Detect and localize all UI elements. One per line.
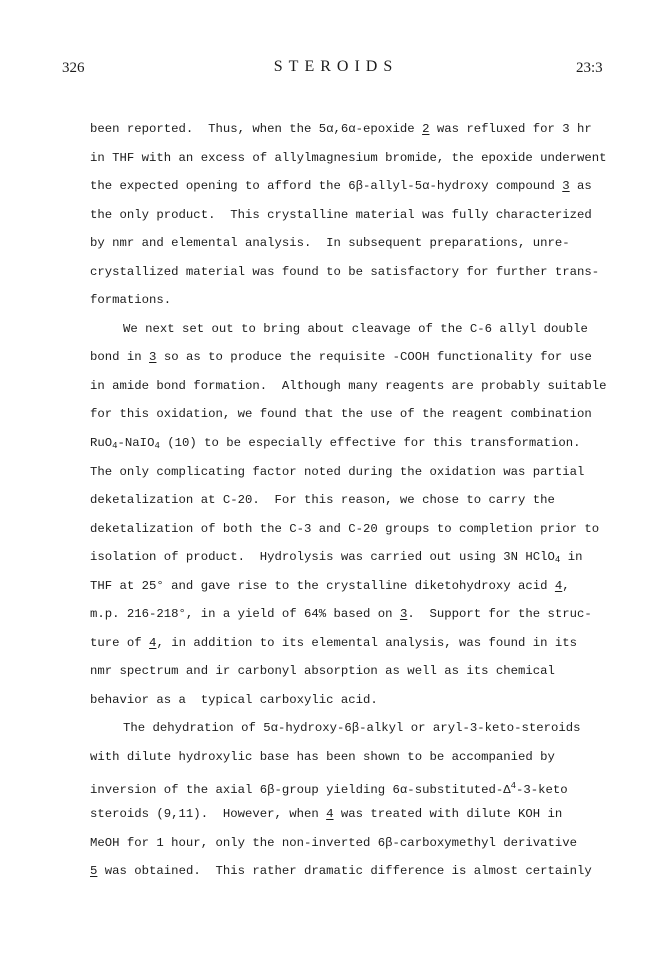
journal-title: STEROIDS [273, 58, 399, 75]
compound-number: 5 [90, 864, 98, 879]
text-line [90, 657, 650, 686]
text-run: was obtained. This rather dramatic difference is almost certainly [97, 864, 592, 879]
text-run: The dehydration of 5α-hydroxy-6β-alkyl or aryl-3-keto-steroids [123, 721, 581, 736]
text-run: bond in [90, 350, 150, 365]
text-run: , in addition to its elemental analysis, was found in its [156, 635, 578, 650]
text-line [90, 229, 650, 258]
text-line [90, 743, 650, 772]
text-line [90, 258, 650, 287]
text-run: was treated with dilute KOH in [333, 807, 563, 822]
text-line [90, 115, 650, 144]
text-run: -NaIO [117, 436, 155, 451]
text-run: isolation of product. Hydrolysis was carried out using 3N HClO [90, 550, 555, 565]
text-run: deketalization at C-20. For this reason, we chose to carry the [90, 493, 555, 508]
compound-number: 4 [554, 578, 563, 593]
text-line [90, 486, 650, 515]
compound-number: 3 [399, 607, 408, 622]
text-run: the only product. This crystalline material was fully characterized [90, 207, 592, 222]
text-run: in amide bond formation. Although many reagents are probably suitable [90, 378, 607, 393]
text-run: steroids (9,11). However, when [90, 807, 327, 822]
compound-number: 3 [149, 350, 157, 365]
text-run: in [560, 550, 583, 565]
text-line [90, 686, 650, 715]
text-line [90, 429, 650, 458]
text-line [90, 144, 650, 173]
text-line [90, 857, 650, 886]
text-run: . Support for the struc- [407, 607, 592, 622]
text-run: -3-keto [516, 782, 568, 797]
text-line [90, 515, 650, 544]
text-run: formations. [90, 293, 172, 308]
text-line [90, 343, 650, 372]
text-run: so as to produce the requisite -COOH functionality for use [156, 350, 592, 365]
text-line [90, 315, 650, 344]
superscript: 4 [510, 780, 517, 791]
text-run: the expected opening to afford the 6β-allyl-5α-hydroxy compound [90, 179, 563, 194]
text-run: RuO [90, 436, 113, 451]
text-line [90, 714, 650, 743]
text-line [90, 829, 650, 858]
text-run: nmr spectrum and ir carbonyl absorption as well as its chemical [90, 664, 555, 679]
subscript: 4 [112, 441, 118, 452]
text-run: , [562, 578, 570, 593]
text-run: was refluxed for 3 hr [429, 122, 592, 136]
text-line [90, 800, 650, 829]
text-run: crystallized material was found to be satisfactory for further trans- [90, 264, 600, 279]
text-run: THF at 25° and gave rise to the crystalline diketohydroxy acid [90, 578, 555, 593]
text-run: with dilute hydroxylic base has been shown to be accompanied by [90, 750, 555, 765]
text-line [90, 201, 650, 230]
text-line [90, 772, 650, 801]
text-line [90, 400, 650, 429]
text-line [90, 600, 650, 629]
volume-issue: 23:3 [576, 60, 603, 76]
compound-number: 2 [422, 122, 430, 136]
compound-number: 4 [326, 807, 334, 822]
subscript: 4 [554, 555, 561, 566]
text-line [90, 458, 650, 487]
text-run: inversion of the axial 6β-group yielding 6α-substituted-Δ [90, 782, 511, 797]
text-run: been reported. Thus, when the 5α,6α-epoxide [90, 122, 423, 136]
text-run: MeOH for 1 hour, only the non-inverted 6β-carboxymethyl derivative [90, 835, 578, 850]
text-run: (10) to be especially effective for this transformation. [159, 436, 581, 451]
text-line [90, 572, 650, 601]
running-header [0, 56, 672, 84]
compound-number: 4 [149, 635, 157, 650]
text-line [90, 629, 650, 658]
text-run: ture of [90, 635, 150, 650]
text-line [90, 372, 650, 401]
text-run: for this oxidation, we found that the use of the reagent combination [90, 407, 592, 422]
text-run: We next set out to bring about cleavage of the C-6 allyl double [123, 321, 588, 336]
body-text [90, 115, 650, 886]
compound-number: 3 [562, 179, 570, 194]
text-run: by nmr and elemental analysis. In subsequent preparations, unre- [90, 236, 570, 251]
subscript: 4 [154, 441, 160, 452]
text-run: The only complicating factor noted during the oxidation was partial [90, 464, 585, 479]
text-line [90, 172, 650, 201]
text-line [90, 543, 650, 572]
page-number: 326 [62, 60, 85, 76]
text-run: deketalization of both the C-3 and C-20 groups to completion prior to [90, 521, 600, 536]
text-line [90, 286, 650, 315]
text-run: m.p. 216-218°, in a yield of 64% based on [90, 607, 400, 622]
text-run: in THF with an excess of allylmagnesium bromide, the epoxide underwent [90, 150, 607, 165]
text-run: as [569, 179, 592, 194]
text-run: behavior as a typical carboxylic acid. [90, 692, 378, 707]
